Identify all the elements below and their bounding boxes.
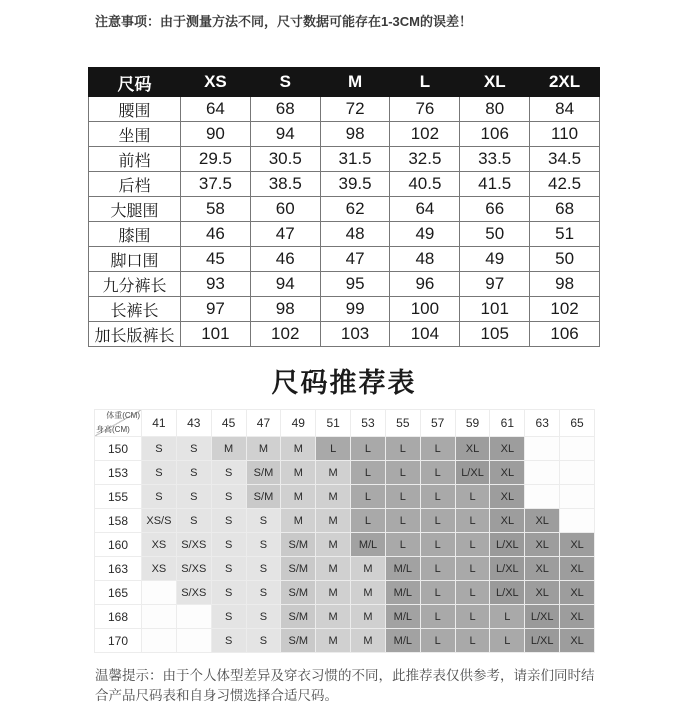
measurement-value: 104: [390, 322, 460, 347]
recommended-size-cell: L: [351, 461, 385, 484]
measurement-row: [89, 122, 600, 147]
weight-header: 53: [351, 410, 385, 436]
measurement-row: [89, 147, 600, 172]
recommendation-title: 尺码推荐表: [271, 368, 417, 398]
size-corner-header: 尺码: [89, 68, 181, 97]
recommended-size-cell: XL: [525, 557, 559, 580]
measurement-label: 腰围: [89, 97, 181, 122]
height-label: 163: [95, 557, 141, 580]
measurement-value: 90: [181, 122, 251, 147]
recommended-size-cell: L: [386, 437, 420, 460]
recommended-size-cell: S/XS: [177, 557, 211, 580]
recommended-size-cell: L: [386, 461, 420, 484]
empty-cell: [560, 509, 594, 532]
measurement-value: 64: [390, 197, 460, 222]
recommended-size-cell: M: [316, 509, 350, 532]
measurement-value: 68: [530, 197, 600, 222]
recommended-size-cell: S: [247, 605, 281, 628]
recommended-size-cell: XL: [525, 533, 559, 556]
recommended-size-cell: S/XS: [177, 533, 211, 556]
recommended-size-cell: M: [351, 581, 385, 604]
weight-header: 43: [177, 410, 211, 436]
recommended-size-cell: S/M: [281, 557, 315, 580]
recommended-size-cell: L: [490, 629, 524, 652]
recommended-size-cell: XL: [490, 461, 524, 484]
corner-cell: [95, 410, 141, 436]
measurement-value: 47: [250, 222, 320, 247]
measurement-value: 45: [181, 247, 251, 272]
recommended-size-cell: L: [421, 605, 455, 628]
measurement-value: 96: [390, 272, 460, 297]
recommended-size-cell: S: [177, 437, 211, 460]
notice-top: 注意事项：由于测量方法不同，尺寸数据可能存在1-3CM的误差！: [95, 14, 473, 29]
recommended-size-cell: XL: [490, 509, 524, 532]
recommended-size-cell: XL: [560, 605, 594, 628]
empty-cell: [142, 605, 176, 628]
size-table-header-row: [89, 68, 600, 97]
measurement-label: 大腿围: [89, 197, 181, 222]
recommended-size-cell: XL: [490, 485, 524, 508]
measurement-row: [89, 247, 600, 272]
measurement-value: 31.5: [320, 147, 390, 172]
recommended-size-cell: L/XL: [490, 533, 524, 556]
recommended-size-cell: S: [142, 461, 176, 484]
recommended-size-cell: S: [212, 581, 246, 604]
recommended-size-cell: XL: [560, 629, 594, 652]
measurement-value: 49: [390, 222, 460, 247]
weight-header: 51: [316, 410, 350, 436]
height-label: 170: [95, 629, 141, 652]
measurement-value: 76: [390, 97, 460, 122]
weight-axis-label: 体重(CM): [106, 411, 140, 420]
recommended-size-cell: M: [316, 581, 350, 604]
measurement-value: 103: [320, 322, 390, 347]
recommended-size-cell: XS: [142, 557, 176, 580]
recommendation-row: [95, 461, 594, 484]
recommended-size-cell: L/XL: [490, 557, 524, 580]
measurement-label: 加长版裤长: [89, 322, 181, 347]
recommended-size-cell: XL: [490, 437, 524, 460]
empty-cell: [525, 485, 559, 508]
recommended-size-cell: L: [456, 485, 490, 508]
weight-header: 63: [525, 410, 559, 436]
empty-cell: [177, 605, 211, 628]
measurement-value: 40.5: [390, 172, 460, 197]
measurement-value: 46: [250, 247, 320, 272]
recommendation-row: [95, 581, 594, 604]
recommended-size-cell: L: [421, 485, 455, 508]
weight-header: 65: [560, 410, 594, 436]
empty-cell: [525, 437, 559, 460]
measurement-row: [89, 297, 600, 322]
recommended-size-cell: L: [351, 509, 385, 532]
recommended-size-cell: XL: [525, 509, 559, 532]
measurement-value: 38.5: [250, 172, 320, 197]
measurement-label: 九分裤长: [89, 272, 181, 297]
measurement-label: 后档: [89, 172, 181, 197]
measurement-row: [89, 97, 600, 122]
recommended-size-cell: S/M: [281, 629, 315, 652]
size-col-header: XS: [181, 68, 251, 97]
weight-header: 49: [281, 410, 315, 436]
measurement-value: 94: [250, 122, 320, 147]
recommended-size-cell: L: [421, 581, 455, 604]
measurement-value: 48: [390, 247, 460, 272]
recommended-size-cell: S: [247, 629, 281, 652]
recommended-size-cell: XS/S: [142, 509, 176, 532]
recommendation-row: [95, 557, 594, 580]
recommended-size-cell: L: [421, 461, 455, 484]
measurement-value: 47: [320, 247, 390, 272]
measurement-value: 106: [530, 322, 600, 347]
recommended-size-cell: S: [142, 485, 176, 508]
recommended-size-cell: M: [316, 485, 350, 508]
recommended-size-cell: L: [456, 557, 490, 580]
empty-cell: [177, 629, 211, 652]
height-label: 150: [95, 437, 141, 460]
measurement-label: 坐围: [89, 122, 181, 147]
recommended-size-cell: S: [177, 461, 211, 484]
recommended-size-cell: L: [351, 437, 385, 460]
recommended-size-cell: M: [316, 533, 350, 556]
recommended-size-cell: XL: [456, 437, 490, 460]
recommended-size-cell: M/L: [386, 557, 420, 580]
measurement-value: 98: [250, 297, 320, 322]
empty-cell: [142, 629, 176, 652]
recommended-size-cell: L/XL: [525, 605, 559, 628]
recommended-size-cell: M/L: [386, 581, 420, 604]
recommended-size-cell: M/L: [386, 605, 420, 628]
recommended-size-cell: L: [316, 437, 350, 460]
measurement-value: 84: [530, 97, 600, 122]
recommended-size-cell: M: [316, 461, 350, 484]
measurement-value: 72: [320, 97, 390, 122]
recommended-size-cell: L: [421, 557, 455, 580]
measurement-value: 48: [320, 222, 390, 247]
size-col-header: XL: [460, 68, 530, 97]
size-col-header: L: [390, 68, 460, 97]
recommended-size-cell: S: [247, 509, 281, 532]
measurement-value: 58: [181, 197, 251, 222]
measurement-value: 33.5: [460, 147, 530, 172]
recommended-size-cell: S: [247, 557, 281, 580]
weight-header: 41: [142, 410, 176, 436]
recommended-size-cell: XS: [142, 533, 176, 556]
weight-header: 47: [247, 410, 281, 436]
measurement-value: 30.5: [250, 147, 320, 172]
measurement-row: [89, 172, 600, 197]
measurement-value: 41.5: [460, 172, 530, 197]
recommended-size-cell: S/XS: [177, 581, 211, 604]
recommended-size-cell: L: [456, 605, 490, 628]
recommended-size-cell: L/XL: [456, 461, 490, 484]
measurement-value: 95: [320, 272, 390, 297]
recommended-size-cell: M: [351, 629, 385, 652]
recommended-size-cell: S: [212, 557, 246, 580]
measurement-value: 106: [460, 122, 530, 147]
measurement-value: 34.5: [530, 147, 600, 172]
recommended-size-cell: L: [386, 533, 420, 556]
measurement-row: [89, 322, 600, 347]
measurement-value: 101: [181, 322, 251, 347]
recommended-size-cell: M: [351, 605, 385, 628]
measurement-value: 102: [530, 297, 600, 322]
measurement-value: 50: [460, 222, 530, 247]
recommended-size-cell: S: [247, 533, 281, 556]
measurement-label: 膝围: [89, 222, 181, 247]
recommended-size-cell: M: [316, 557, 350, 580]
measurement-value: 97: [181, 297, 251, 322]
measurement-value: 94: [250, 272, 320, 297]
measurement-value: 98: [320, 122, 390, 147]
empty-cell: [142, 581, 176, 604]
recommended-size-cell: L: [386, 485, 420, 508]
recommended-size-cell: XL: [525, 581, 559, 604]
size-col-header: M: [320, 68, 390, 97]
height-label: 153: [95, 461, 141, 484]
measurement-value: 102: [390, 122, 460, 147]
measurement-value: 64: [181, 97, 251, 122]
recommended-size-cell: XL: [560, 557, 594, 580]
measurement-label: 长裤长: [89, 297, 181, 322]
weight-header: 61: [490, 410, 524, 436]
measurement-label: 前档: [89, 147, 181, 172]
recommended-size-cell: L: [421, 533, 455, 556]
recommended-size-cell: S: [142, 437, 176, 460]
height-label: 155: [95, 485, 141, 508]
recommendation-row: [95, 485, 594, 508]
height-axis-label: 身高(CM): [96, 425, 130, 434]
empty-cell: [560, 485, 594, 508]
measurement-value: 39.5: [320, 172, 390, 197]
recommended-size-cell: S: [212, 533, 246, 556]
measurement-value: 100: [390, 297, 460, 322]
weight-header: 59: [456, 410, 490, 436]
recommended-size-cell: L: [421, 509, 455, 532]
recommended-size-cell: M/L: [386, 629, 420, 652]
weight-header: 55: [386, 410, 420, 436]
measurement-value: 105: [460, 322, 530, 347]
recommended-size-cell: L: [386, 509, 420, 532]
recommended-size-cell: S/M: [247, 461, 281, 484]
recommended-size-cell: S: [177, 485, 211, 508]
recommended-size-cell: M: [212, 437, 246, 460]
recommended-size-cell: S: [212, 509, 246, 532]
recommendation-row: [95, 509, 594, 532]
recommended-size-cell: L/XL: [525, 629, 559, 652]
measurement-value: 46: [181, 222, 251, 247]
recommended-size-cell: XL: [560, 581, 594, 604]
recommendation-row: [95, 605, 594, 628]
measurement-value: 60: [250, 197, 320, 222]
measurement-row: [89, 272, 600, 297]
measurement-row: [89, 222, 600, 247]
measurement-value: 37.5: [181, 172, 251, 197]
size-col-header: S: [250, 68, 320, 97]
recommended-size-cell: M: [281, 437, 315, 460]
height-label: 168: [95, 605, 141, 628]
measurement-value: 80: [460, 97, 530, 122]
recommended-size-cell: S/M: [281, 533, 315, 556]
height-label: 158: [95, 509, 141, 532]
recommended-size-cell: L: [490, 605, 524, 628]
recommendation-row: [95, 533, 594, 556]
height-label: 160: [95, 533, 141, 556]
recommended-size-cell: M: [281, 461, 315, 484]
notice-bottom: 温馨提示：由于个人体型差异及穿衣习惯的不同，此推荐表仅供参考，请亲们同时结合产品尺码表和自身习惯选择合适尺码。: [95, 668, 595, 704]
measurement-value: 68: [250, 97, 320, 122]
recommended-size-cell: S/M: [281, 605, 315, 628]
recommended-size-cell: S: [212, 605, 246, 628]
measurement-value: 49: [460, 247, 530, 272]
size-chart-page: [0, 11, 687, 707]
recommended-size-cell: L: [351, 485, 385, 508]
empty-cell: [560, 437, 594, 460]
measurement-value: 101: [460, 297, 530, 322]
recommended-size-cell: S/M: [247, 485, 281, 508]
measurement-value: 50: [530, 247, 600, 272]
size-recommendation-table: [94, 409, 595, 653]
recommended-size-cell: S: [212, 485, 246, 508]
recommendation-row: [95, 437, 594, 460]
measurement-label: 脚口围: [89, 247, 181, 272]
measurement-value: 93: [181, 272, 251, 297]
measurement-value: 97: [460, 272, 530, 297]
recommended-size-cell: M: [281, 485, 315, 508]
measurement-row: [89, 197, 600, 222]
weight-header: 45: [212, 410, 246, 436]
empty-cell: [560, 461, 594, 484]
recommended-size-cell: L: [456, 533, 490, 556]
recommended-size-cell: M: [281, 509, 315, 532]
weight-header: 57: [421, 410, 455, 436]
recommended-size-cell: M/L: [351, 533, 385, 556]
measurement-value: 66: [460, 197, 530, 222]
recommended-size-cell: L: [456, 581, 490, 604]
measurement-value: 99: [320, 297, 390, 322]
recommended-size-cell: S: [247, 581, 281, 604]
measurement-value: 51: [530, 222, 600, 247]
recommended-size-cell: L: [421, 437, 455, 460]
measurement-value: 32.5: [390, 147, 460, 172]
recommended-size-cell: M: [316, 629, 350, 652]
recommended-size-cell: S: [212, 629, 246, 652]
recommended-size-cell: L: [456, 509, 490, 532]
recommended-size-cell: S: [212, 461, 246, 484]
recommended-size-cell: L: [421, 629, 455, 652]
recommended-size-cell: L: [456, 629, 490, 652]
recommended-size-cell: M: [351, 557, 385, 580]
measurement-value: 102: [250, 322, 320, 347]
size-col-header: 2XL: [530, 68, 600, 97]
measurement-value: 29.5: [181, 147, 251, 172]
measurement-value: 110: [530, 122, 600, 147]
measurement-value: 98: [530, 272, 600, 297]
recommended-size-cell: M: [247, 437, 281, 460]
empty-cell: [525, 461, 559, 484]
recommended-size-cell: XL: [560, 533, 594, 556]
recommended-size-cell: S: [177, 509, 211, 532]
measurement-value: 62: [320, 197, 390, 222]
height-label: 165: [95, 581, 141, 604]
size-measurement-table: [88, 67, 600, 347]
recommended-size-cell: M: [316, 605, 350, 628]
measurement-value: 42.5: [530, 172, 600, 197]
recommended-size-cell: S/M: [281, 581, 315, 604]
recommended-size-cell: L/XL: [490, 581, 524, 604]
recommendation-header-row: [95, 410, 594, 436]
recommendation-row: [95, 629, 594, 652]
